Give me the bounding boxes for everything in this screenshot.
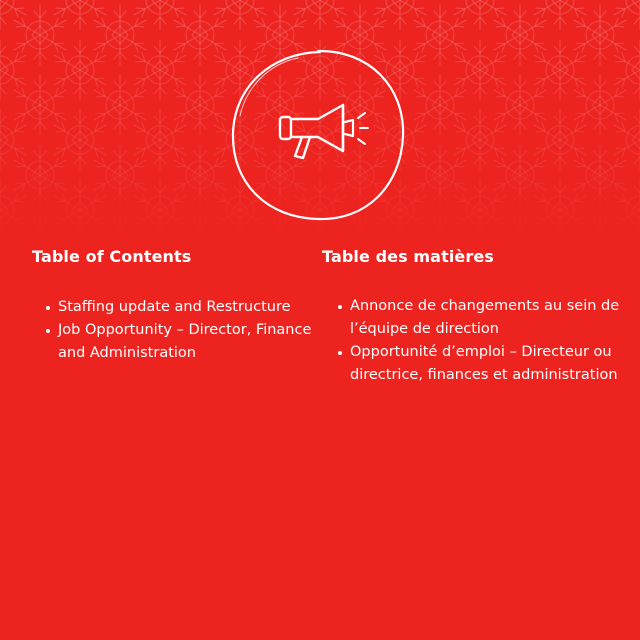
announcement-badge: [228, 48, 408, 224]
english-list: [32, 296, 312, 365]
english-item-staffing: Staffing update and Restructure: [44, 296, 312, 319]
english-heading: Table of Contents: [32, 247, 192, 266]
megaphone-icon: [228, 48, 408, 224]
french-list: [322, 295, 622, 387]
french-item-opportunite: Opportunité d’emploi – Directeur ou directrice, finances et administration: [336, 341, 622, 387]
french-heading: Table des matières: [322, 247, 494, 266]
english-contents: [32, 246, 312, 365]
french-item-changements: Annonce de changements au sein de l’équipe de direction: [336, 295, 622, 341]
english-item-job-opportunity: Job Opportunity – Director, Finance and Administration: [44, 319, 312, 365]
french-contents: [322, 246, 622, 387]
